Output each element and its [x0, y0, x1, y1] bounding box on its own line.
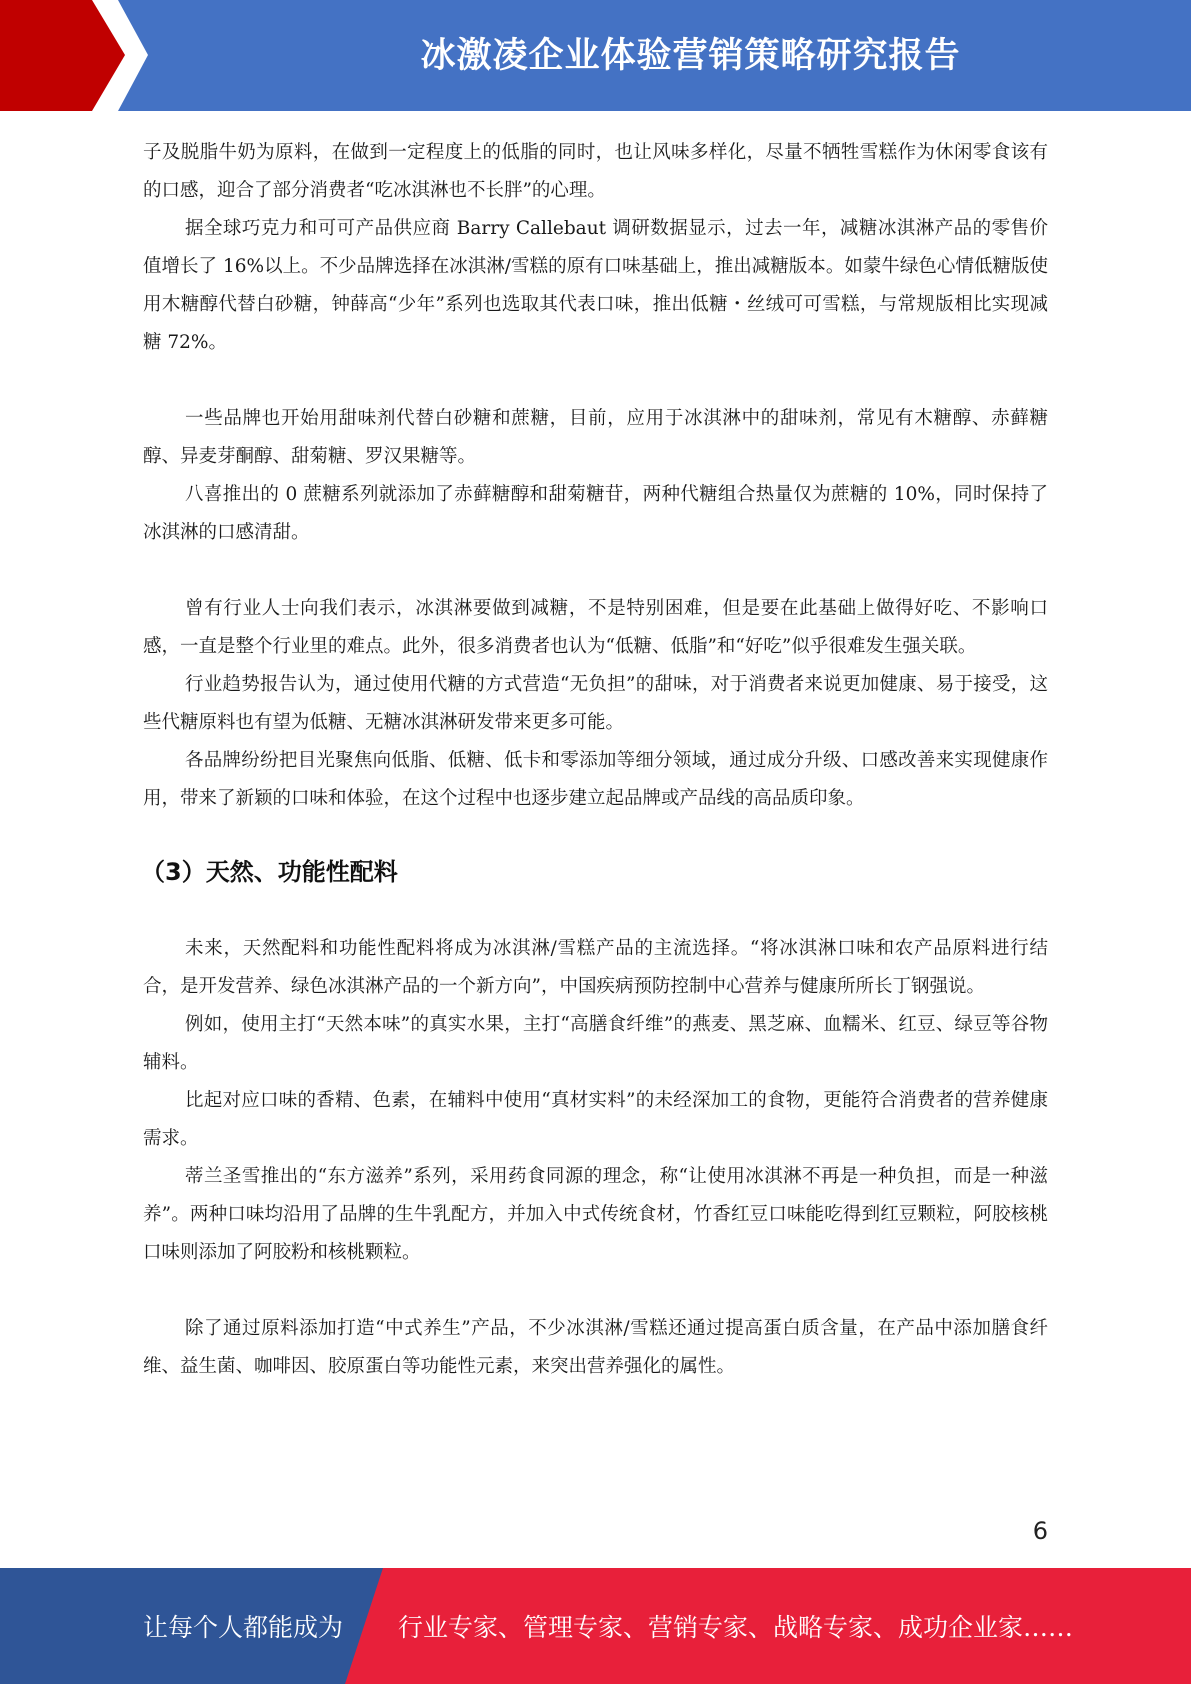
paragraph: 曾有行业人士向我们表示，冰淇淋要做到减糖，不是特别困难，但是要在此基础上做得好吃、不影响口感，一直是整个行业里的难点。此外，很多消费者也认为“低糖、低脂”和“好吃”似乎很难发生强关联。: [143, 598, 1048, 657]
paragraph: 各品牌纷纷把目光聚焦向低脂、低糖、低卡和零添加等细分领域，通过成分升级、口感改善来实现健康作用，带来了新颖的口味和体验，在这个过程中也逐步建立起品牌或产品线的高品质印象。: [143, 750, 1048, 809]
blank-line: [143, 362, 1048, 400]
page-number: 6: [1032, 1517, 1048, 1545]
section-heading: （3）天然、功能性配料: [141, 858, 398, 886]
paragraph: 一些品牌也开始用甜味剂代替白砂糖和蔗糖，目前，应用于冰淇淋中的甜味剂，常见有木糖醇、赤藓糖醇、异麦芽酮醇、甜菊糖、罗汉果糖等。: [143, 408, 1048, 467]
page-header: [0, 0, 1191, 111]
paragraph: 比起对应口味的香精、色素，在辅料中使用“真材实料”的未经深加工的食物，更能符合消费者的营养健康需求。: [143, 1090, 1048, 1149]
report-title: 冰激凌企业体验营销策略研究报告: [420, 36, 961, 76]
paragraph: 行业趋势报告认为，通过使用代糖的方式营造“无负担”的甜味，对于消费者来说更加健康、易于接受，这些代糖原料也有望为低糖、无糖冰淇淋研发带来更多可能。: [143, 674, 1048, 733]
paragraph: 八喜推出的 0 蔗糖系列就添加了赤藓糖醇和甜菊糖苷，两种代糖组合热量仅为蔗糖的 10%，同时保持了冰淇淋的口感清甜。: [143, 484, 1048, 543]
paragraph: 据全球巧克力和可可产品供应商 Barry Callebaut 调研数据显示，过去一年，减糖冰淇淋产品的零售价值增长了 16%以上。不少品牌选择在冰淇淋/雪糕的原有口味基础上，推出减糖版本。如蒙牛绿色心情低糖版使用木糖醇代替白砂糖，钟薛高“少年”系列也选取其代表口味，推出低糖・丝绒可可雪糕，与常规版相比实现减糖 72%。: [143, 218, 1048, 353]
paragraph: 子及脱脂牛奶为原料，在做到一定程度上的低脂的同时，也让风味多样化，尽量不牺牲雪糕作为休闲零食该有的口感，迎合了部分消费者“吃冰淇淋也不长胖”的心理。: [143, 142, 1048, 201]
document-body: [143, 134, 1048, 1386]
footer-slogan-right: 行业专家、管理专家、营销专家、战略专家、成功企业家……: [398, 1613, 1074, 1642]
paragraph: 例如，使用主打“天然本味”的真实水果，主打“高膳食纤维”的燕麦、黑芝麻、血糯米、红豆、绿豆等谷物辅料。: [143, 1014, 1048, 1073]
blank-line: [143, 552, 1048, 590]
blank-line: [143, 1272, 1048, 1310]
footer-slogan-left: 让每个人都能成为: [143, 1613, 344, 1642]
page-footer: [0, 1568, 1191, 1684]
paragraph: 未来，天然配料和功能性配料将成为冰淇淋/雪糕产品的主流选择。“将冰淇淋口味和农产品原料进行结合，是开发营养、绿色冰淇淋产品的一个新方向”，中国疾病预防控制中心营养与健康所所长丁钢强说。: [143, 938, 1048, 997]
paragraph: 蒂兰圣雪推出的“东方滋养”系列，采用药食同源的理念，称“让使用冰淇淋不再是一种负担，而是一种滋养”。两种口味均沿用了品牌的生牛乳配方，并加入中式传统食材，竹香红豆口味能吃得到红豆颗粒，阿胶核桃口味则添加了阿胶粉和核桃颗粒。: [143, 1166, 1048, 1263]
paragraph: 除了通过原料添加打造“中式养生”产品，不少冰淇淋/雪糕还通过提高蛋白质含量，在产品中添加膳食纤维、益生菌、咖啡因、胶原蛋白等功能性元素，来突出营养强化的属性。: [143, 1318, 1048, 1377]
